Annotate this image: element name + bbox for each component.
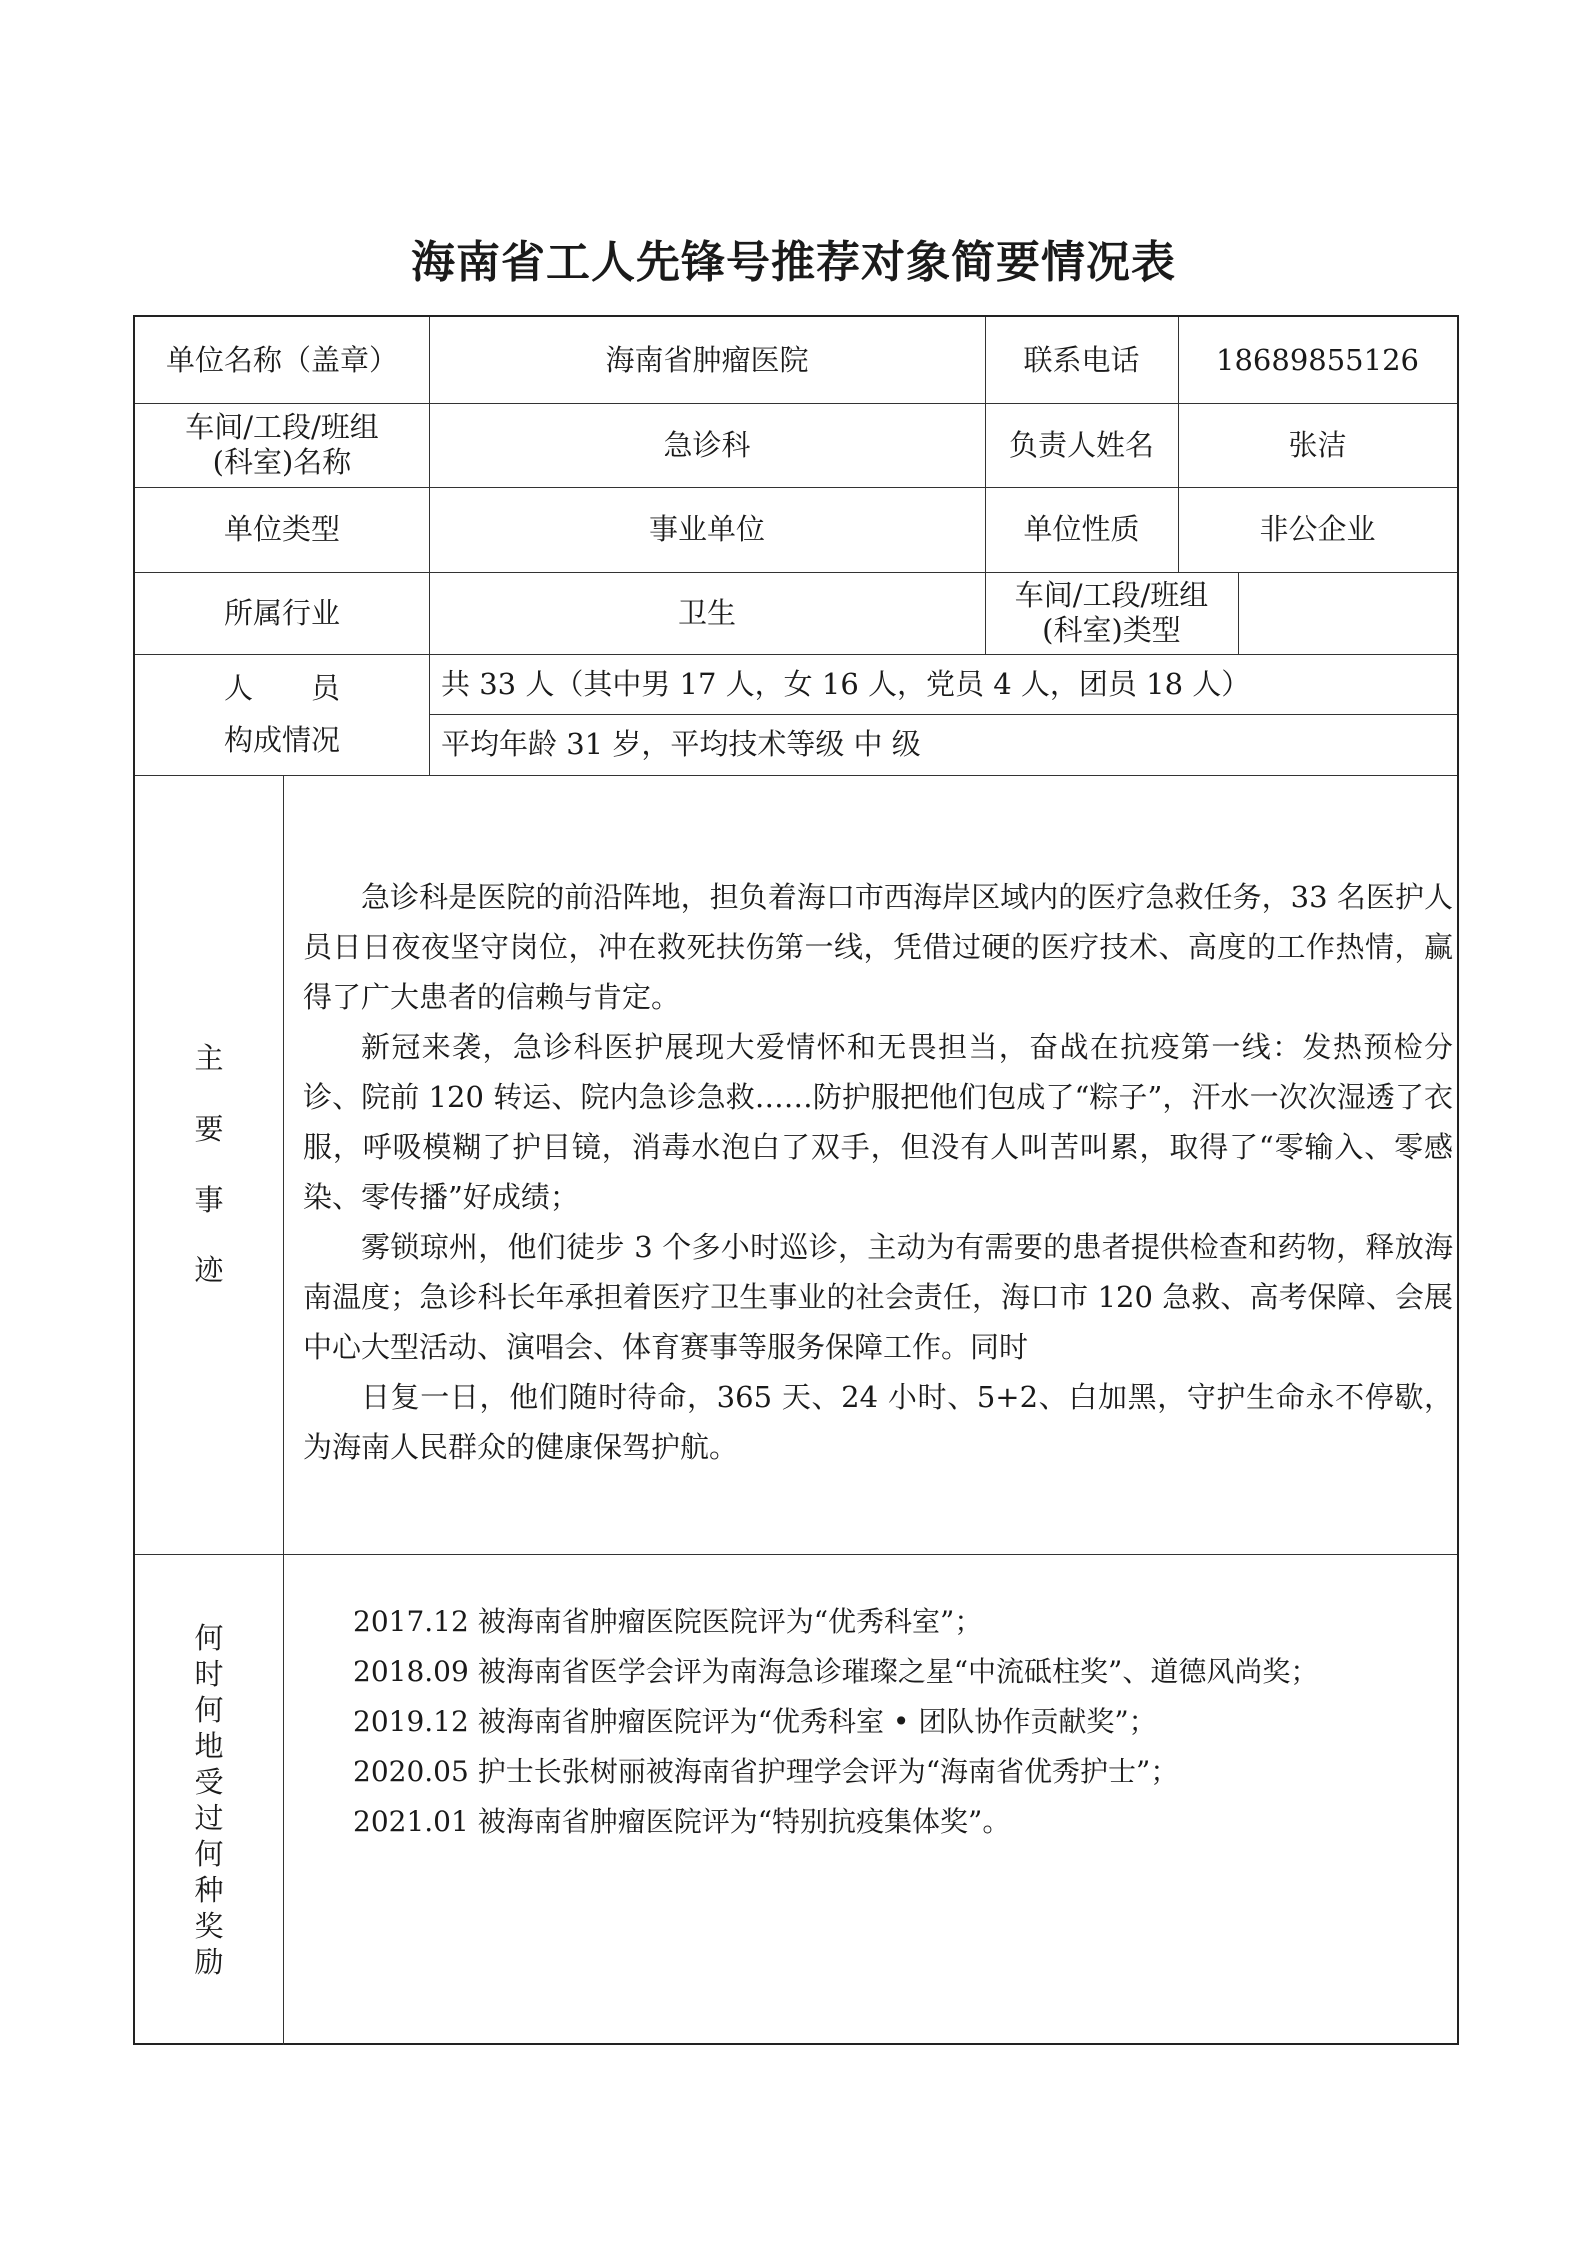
- unit-name-value: 海南省肿瘤医院: [605, 342, 809, 377]
- awards-label-char: 奖: [194, 1908, 224, 1943]
- awards-label-char: 受: [194, 1764, 224, 1799]
- deeds-paragraph: 日复一日，他们随时待命，365 天、24 小时、5+2、白加黑，守护生命永不停歇，为海南人民群众的健康保驾护航。: [303, 1380, 1453, 1464]
- industry-value: 卫生: [677, 595, 736, 630]
- awards-label-char: 何: [194, 1692, 224, 1727]
- col-divider: [283, 775, 284, 2045]
- info-table: [133, 315, 1459, 2045]
- industry-label: 所属行业: [223, 595, 340, 630]
- row-divider: [135, 1554, 1457, 1555]
- leader-name-value: 张洁: [1288, 427, 1347, 462]
- department-type-label: [985, 572, 1238, 654]
- department-type-label-line1: 车间/工段/班组: [1014, 578, 1209, 613]
- department-name-label-line2: (科室)名称: [212, 445, 352, 479]
- staff-label-line1: 人 员: [223, 670, 340, 705]
- award-item: 2020.05 护士长张树丽被海南省护理学会评为“海南省优秀护士”；: [353, 1755, 1179, 1788]
- staff-composition-value: 共 33 人（其中男 17 人，女 16 人，党员 4 人，团员 18 人）: [441, 666, 1251, 701]
- unit-type-value: 事业单位: [648, 512, 765, 547]
- awards-label-char: 过: [194, 1800, 224, 1835]
- award-item: 2018.09 被海南省医学会评为南海急诊璀璨之星“中流砥柱奖”、道德风尚奖；: [353, 1655, 1319, 1688]
- unit-type-label: 单位类型: [223, 512, 340, 547]
- age-level-value: 平均年龄 31 岁，平均技术等级 中 级: [441, 727, 921, 762]
- staff-composition-label: [135, 654, 429, 775]
- deeds-label-char: 事: [194, 1182, 224, 1217]
- awards-list: [353, 1597, 1453, 1847]
- department-type-value: [1238, 572, 1457, 654]
- staff-label-line2: 构成情况: [223, 723, 340, 758]
- department-name-value: 急诊科: [663, 427, 751, 462]
- awards-label-char: 励: [194, 1944, 224, 1979]
- deeds-label-char: 主: [194, 1040, 224, 1075]
- awards-label-char: 何: [194, 1620, 224, 1655]
- unit-nature-value: 非公企业: [1259, 512, 1376, 547]
- deeds-paragraph: 新冠来袭，急诊科医护展现大爱情怀和无畏担当，奋战在抗疫第一线：发热预检分诊、院前 120 转运、院内急诊急救……防护服把他们包成了“粽子”，汗水一次次湿透了衣服，呼吸模糊了护目镜，消毒水泡白了双手，但没有人叫苦叫累，取得了“零输入、零感染、零传播”好成绩；: [303, 1030, 1453, 1214]
- unit-nature-label: 单位性质: [1023, 512, 1140, 547]
- phone-value: 18689855126: [1216, 342, 1419, 377]
- phone-label: 联系电话: [1023, 342, 1140, 377]
- deeds-label-char: 迹: [194, 1253, 224, 1288]
- deeds-paragraph: 雾锁琼州，他们徒步 3 个多小时巡诊，主动为有需要的患者提供检查和药物，释放海南温度；急诊科长年承担着医疗卫生事业的社会责任，海口市 120 急救、高考保障、会展中心大型活动、演唱会、体育赛事等服务保障工作。同时: [303, 1230, 1453, 1364]
- deeds-paragraph: 急诊科是医院的前沿阵地，担负着海口市西海岸区域内的医疗急救任务，33 名医护人员日日夜夜坚守岗位，冲在救死扶伤第一线，凭借过硬的医疗技术、高度的工作热情，赢得了广大患者的信赖与肯定。: [303, 880, 1453, 1014]
- department-type-label-line2: (科室)类型: [1042, 613, 1181, 647]
- award-item: 2021.01 被海南省肿瘤医院评为“特别抗疫集体奖”。: [353, 1805, 1011, 1838]
- award-item: 2017.12 被海南省肿瘤医院医院评为“优秀科室”；: [353, 1605, 983, 1638]
- row-divider: [135, 775, 1457, 776]
- form-title: 海南省工人先锋号推荐对象简要情况表: [411, 237, 1176, 288]
- main-deeds-text: [303, 872, 1453, 1472]
- awards-label-char: 何: [194, 1836, 224, 1871]
- awards-label: [135, 1554, 283, 2045]
- unit-name-label: 单位名称（盖章）: [165, 342, 398, 377]
- awards-label-char: 地: [194, 1728, 224, 1763]
- department-name-label: [135, 403, 429, 487]
- department-name-label-line1: 车间/工段/班组: [185, 410, 379, 445]
- main-deeds-label: [135, 775, 283, 1554]
- leader-name-label: 负责人姓名: [1008, 427, 1154, 462]
- awards-label-char: 种: [194, 1872, 224, 1907]
- award-item: 2019.12 被海南省肿瘤医院评为“优秀科室 • 团队协作贡献奖”；: [353, 1705, 1157, 1738]
- deeds-label-char: 要: [194, 1111, 224, 1146]
- awards-label-char: 时: [194, 1656, 224, 1691]
